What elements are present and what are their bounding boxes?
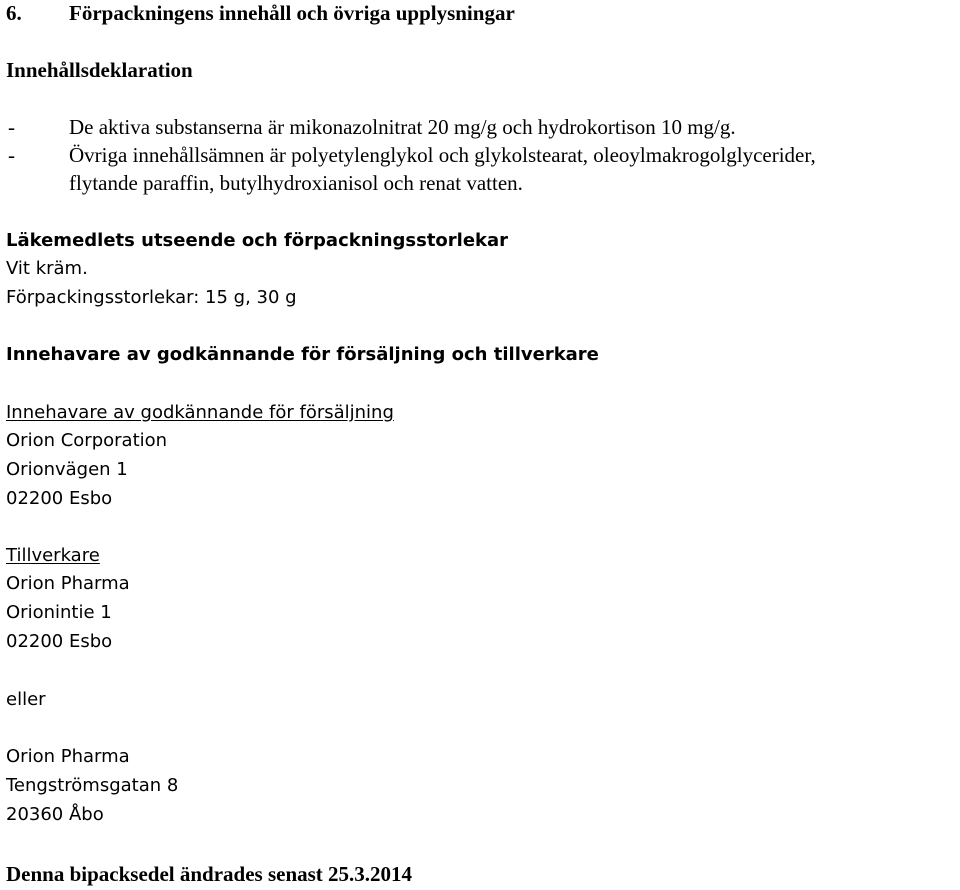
mah-city: 02200 Esbo: [6, 488, 113, 509]
revision-date-note: Denna bipacksedel ändrades senast 25.3.2014: [6, 862, 413, 886]
manufacturer-2-name: Orion Pharma: [6, 746, 130, 767]
manufacturer-1-street: Orionintie 1: [6, 602, 112, 623]
bullet-active-substances: De aktiva substanserna är mikonazolnitrat 20 mg/g och hydrokortison 10 mg/g.: [69, 115, 736, 139]
holder-heading: Innehavare av godkännande för försäljning och tillverkare: [6, 344, 599, 365]
pack-sizes: Förpackingsstorlekar: 15 g, 30 g: [6, 287, 297, 308]
bullet-other-ingredients-line-1: Övriga innehållsämnen är polyetylenglykol och glykolstearat, oleoylmakrogolglycerider,: [69, 143, 816, 167]
mah-name: Orion Corporation: [6, 430, 168, 451]
mah-label: Innehavare av godkännande för försäljning: [6, 402, 394, 423]
bullet-dash: -: [8, 115, 15, 139]
manufacturer-1-city: 02200 Esbo: [6, 631, 113, 652]
bullet-other-ingredients-line-2: flytande paraffin, butylhydroxianisol och renat vatten.: [69, 171, 523, 195]
manufacturer-label: Tillverkare: [6, 545, 100, 566]
mah-street: Orionvägen 1: [6, 459, 128, 480]
manufacturer-2-city: 20360 Åbo: [6, 804, 104, 825]
manufacturer-1-name: Orion Pharma: [6, 573, 130, 594]
section-number: 6.: [6, 1, 22, 25]
manufacturer-2-street: Tengströmsgatan 8: [6, 775, 179, 796]
appearance-heading: Läkemedlets utseende och förpackningsstorlekar: [6, 230, 509, 251]
appearance-description: Vit kräm.: [6, 258, 88, 279]
bullet-dash: -: [8, 143, 15, 167]
declaration-heading: Innehållsdeklaration: [6, 58, 193, 82]
section-title: Förpackningens innehåll och övriga upplysningar: [69, 1, 515, 25]
or-text: eller: [6, 689, 46, 710]
